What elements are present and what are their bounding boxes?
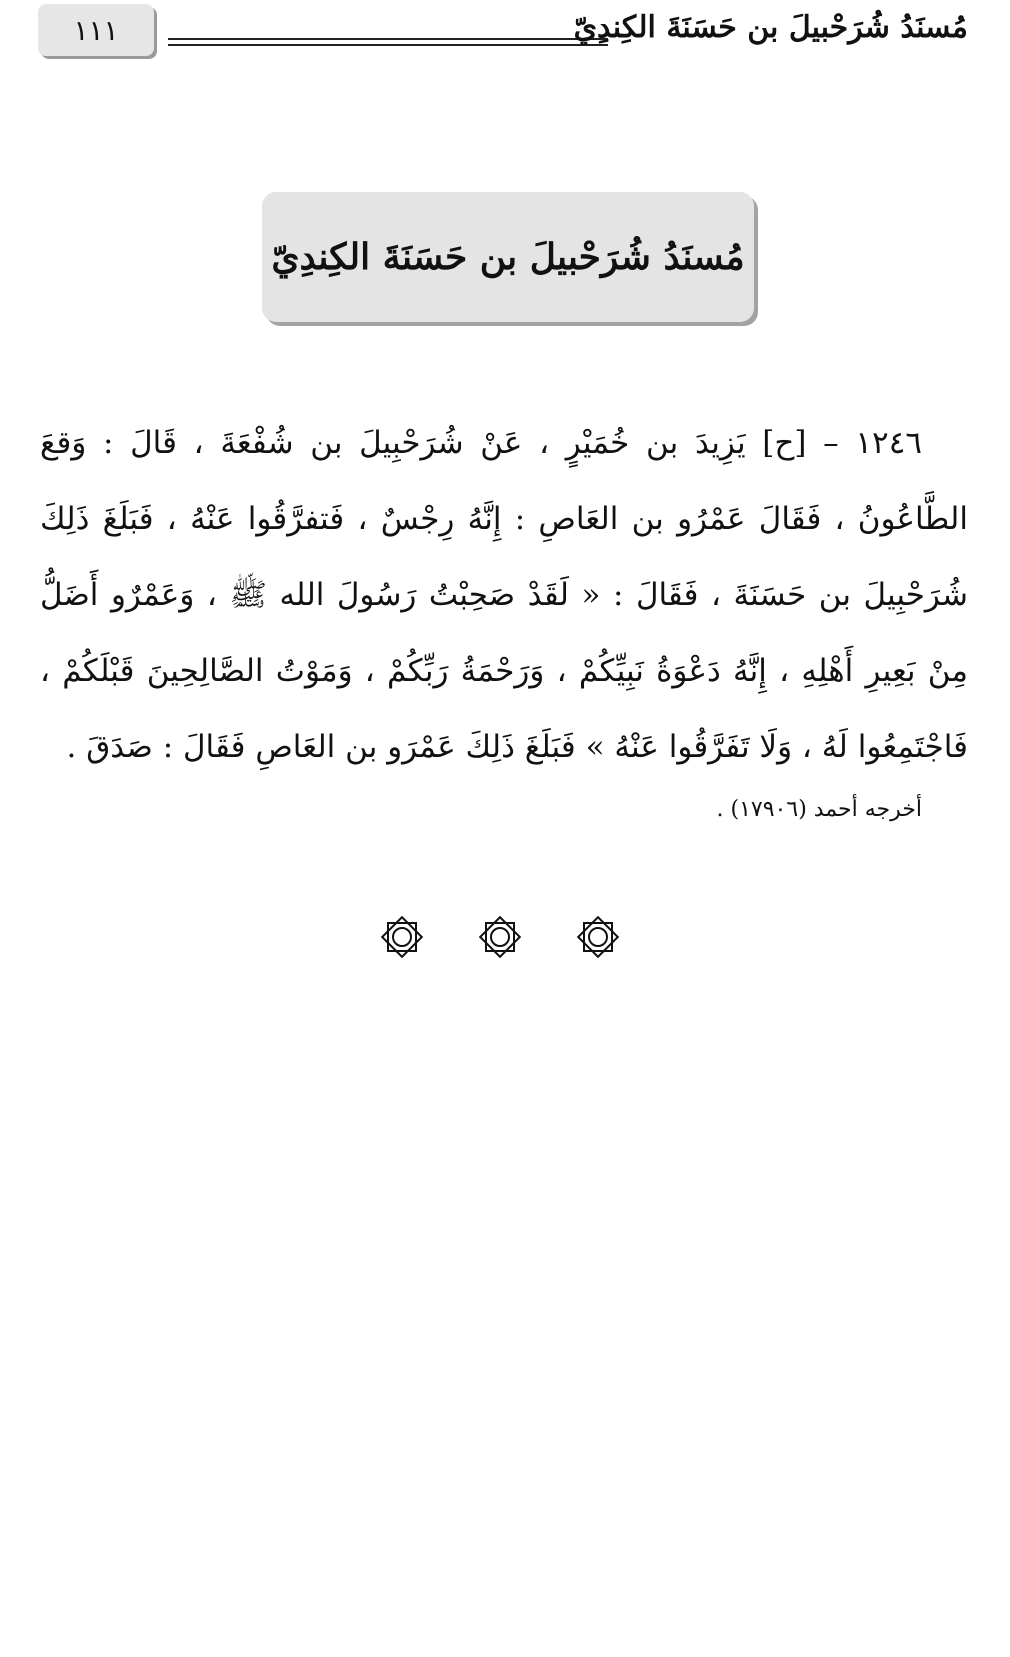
section-title: مُسنَدُ شُرَحْبيلَ بن حَسَنَةَ الكِندِيّ xyxy=(271,236,745,278)
hadith-text: ١٢٤٦ – [ح] يَزِيدَ بن خُمَيْرٍ ، عَنْ شُرَحْبِيلَ بن شُفْعَةَ ، قَالَ : وَقعَ الطَّاعُونُ ، فَقَالَ عَمْرُو بن العَاصِ : إِنَّهُ رِجْسٌ ، فَتفرَّقُوا عَنْهُ ، فَبَلَغَ ذَلِكَ شُرَحْبِيلَ بن حَسَنَةَ ، فَقَالَ : « لَقَدْ صَحِبْتُ رَسُولَ الله ﷺ ، وَعَمْرٌو أَضَلُّ مِنْ بَعِيرِ أَهْلِهِ ، إِنَّهُ دَعْوَةُ نَبِيِّكُمْ ، وَرَحْمَةُ رَبِّكُمْ ، وَمَوْتُ الصَّالِحِينَ قَبْلَكُمْ ، فَاجْتَمِعُوا لَهُ ، وَلَا تَفَرَّقُوا عَنْهُ » فَبَلَغَ ذَلِكَ عَمْرَو بن العَاصِ فَقَالَ : صَدَقَ . xyxy=(40,425,968,765)
section-title-box xyxy=(262,192,754,322)
eight-point-star-icon xyxy=(478,915,522,959)
takhrij-note: أخرجه أحمد (١٧٩٠٦) . xyxy=(716,797,922,822)
header-rule-bottom xyxy=(168,44,608,46)
page-number-badge xyxy=(38,4,154,56)
eight-point-star-icon xyxy=(576,915,620,959)
section-end-ornaments xyxy=(380,912,620,962)
hadith-block xyxy=(40,405,968,785)
eight-point-star-icon xyxy=(380,915,424,959)
running-title: مُسنَدُ شُرَحْبيلَ بن حَسَنَةَ الكِندِيّ xyxy=(573,10,968,45)
header-rule-top xyxy=(168,38,608,40)
page-number: ١١١ xyxy=(73,13,119,47)
page-header xyxy=(0,0,1010,70)
